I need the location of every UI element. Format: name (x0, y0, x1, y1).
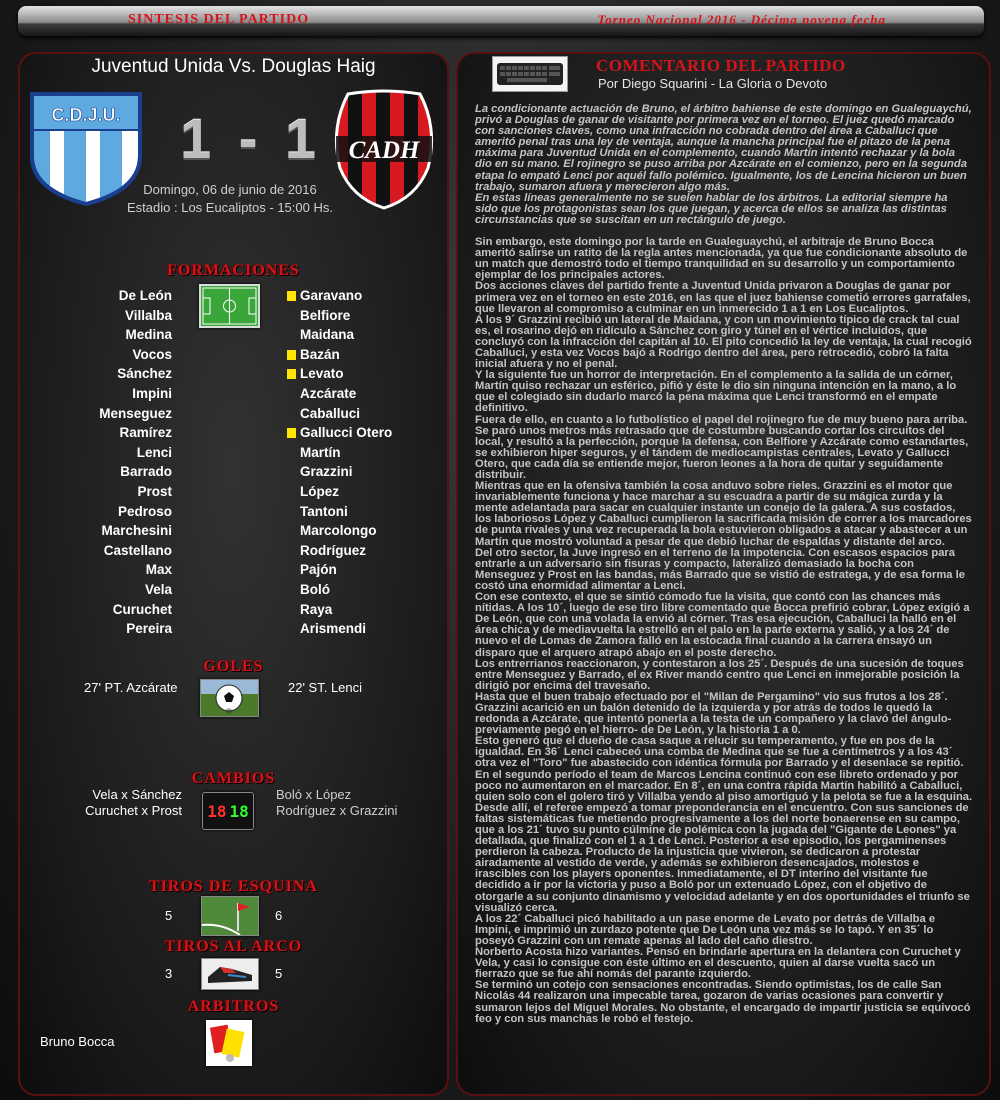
home-player: De León (118, 288, 172, 303)
home-change: Vela x Sánchez (92, 787, 182, 802)
away-player (287, 482, 447, 502)
home-player: Lenci (136, 444, 172, 460)
comment-body (475, 237, 973, 1025)
shots-heading: TIROS AL ARCO (164, 938, 303, 955)
comment-paragraph: Del otro sector, la Juve ingresó en el terreno de la impotencia. Con escasos espacios para entrarle a un adversario sin fisuras y compacto, lateralizó demasiado la bocha con Menseguez y Prost en las bandas, más Barrado que se vistió de estratega, y de esa forma le costó una enormidad alimentar a Lenci. (475, 546, 965, 592)
away-player (287, 521, 447, 541)
away-player-name: Azcárate (300, 385, 357, 401)
comment-paragraph: Dos acciones claves del partido frente a Juventud Unida privaron a Douglas de ganar por primera vez en el torneo en este 2016, en las que el juez bahiense cometió errores garrafales, que llevaron al compromiso a culminar en un inmerecido 1 a 1 en Los Eucaliptos. (475, 280, 971, 315)
board-left-number: 18 (207, 801, 227, 821)
match-date: Domingo, 06 de junio de 2016 (143, 182, 317, 197)
away-player-name: Rodríguez (300, 542, 366, 558)
comment-paragraph: Esto generó que el dueño de casa saque a relucir su temperamento, y fue en pos de la igualdad. En 36´ Lenci cabeceó una comba de Medina que se fue a centímetros y a los 43´ otra vez el "Toro" fue abastecido con idéntica fórmula por Barrado y el desenlace se repitió. (475, 735, 964, 770)
match-title: Juventud Unida Vs. Douglas Haig (91, 56, 376, 77)
comment-paragraph: En el segundo período el team de Marcos Lencina continuó con ese libreto ordenado y por poco no aumentaron en el marcador. En 8´, en una contra rápida Martín habilitó a Caballuci, quien solo con el golero tiró y Villalba yendo al piso amortiguó y la pelota se fue a la esquina. (475, 768, 973, 803)
away-player-name: Gallucci Otero (300, 425, 393, 441)
soccer-ball-icon (200, 679, 259, 717)
referees-heading: ARBITROS (187, 998, 280, 1015)
away-player-name: Martín (300, 444, 341, 460)
away-player (287, 384, 447, 404)
keyboard-icon (492, 56, 568, 92)
home-player: Ramírez (119, 425, 172, 441)
match-commentary-panel (456, 52, 991, 1096)
score: 1 - 1 (180, 107, 323, 170)
comment-paragraph: Y la siguiente fue un horror de interpretación. En el complemento a la salida de un córner, Martín quiso rechazar un esférico, pifió y éste le dio sin ninguna intención en la mano, a lo que el colegiado sin dudarlo marcó la pena máxima que Lenci transformó en el empate definitivo. (475, 369, 957, 415)
away-player-name: Levato (300, 366, 344, 382)
away-player-name: Pajón (300, 562, 337, 578)
away-player (287, 619, 447, 639)
comment-paragraph: A los 9´ Grazzini recibió un lateral de Maidana, y con un movimiento típico de crack tal cual es, el rosarino dejó en ridículo a Sánchez con giro y túnel en el vértice incluidos, que concluyó con la infracción del capitán al 10. El pito concedió la ley de ventaja, la cual recogió Caballuci, y esta vez Vocos bajó a Rodrigo dentro del área, pero retrocedió, cobró la falta inicial afuera y no el penal. (475, 313, 972, 371)
comment-paragraph: Mientras que en la ofensiva también la cosa anduvo sobre rieles. Grazzini es el motor que invariablemente funciona y hace marchar a su escuadra a partir de su mágica zurda y la mente adelantada para sacar en cualquier instante un conejo de la galera. A sus costados, los laboriosos López y Caballuci cumplieron la sacrificada misión de correr a los marcadores de punta rivales y una vez recuperada la bola estuvieron obligados a atacar y abastecer a un Martín que mostró voluntad a pesar de que debió luchar de espaldas y distante del arco. (475, 480, 972, 548)
yellow-card-icon (287, 369, 296, 379)
match-summary-panel (18, 52, 449, 1096)
comment-paragraph: A los 22´ Caballuci picó habilitado a un pase enorme de Levato por detrás de Villalba e Impini, e imprimió un zurdazo potente que De León una vez más se lo tapó. Y en 35´ lo poseyó Grazzini con un remate apenas al lado del caño diestro. (475, 912, 936, 947)
away-player-name: Maidana (300, 327, 355, 343)
away-player-name: Tantoni (300, 503, 348, 519)
away-player-name: Boló (300, 581, 330, 597)
home-player: Impini (132, 385, 172, 401)
away-player (287, 286, 447, 306)
pitch-icon (199, 284, 260, 328)
away-player (287, 600, 447, 620)
home-player: Villalba (124, 307, 172, 323)
referee-cards-icon (206, 1020, 252, 1066)
home-player: Max (145, 562, 172, 578)
home-player: Vela (144, 581, 172, 597)
away-lineup (287, 286, 447, 639)
comment-paragraph: Los entrerrianos reaccionaron, y contestaron a los 25´. Después de una sucesión de toques entre Menseguez y Barrado, el ex River mandó centro que Lenci en inmejorable posición la dirigió por encima del travesaño. (475, 657, 964, 692)
away-player (287, 462, 447, 482)
yellow-card-icon (287, 428, 296, 438)
comment-paragraph: Sin embargo, este domingo por la tarde en Gualeguaychú, el arbitraje de Bruno Bocca ameritó salirse un ratito de la regla antes mencionada, ya que fue condicionante absoluto de un match que demostró todo el tiempo tranquilidad en su desarrollo y un comportamiento ejemplar de los principales actores. (475, 236, 968, 282)
away-player (287, 404, 447, 424)
away-player (287, 443, 447, 463)
home-player: Marchesini (101, 523, 172, 539)
comment-title: COMENTARIO DEL PARTIDO (596, 56, 846, 75)
away-player-name: Belfiore (300, 307, 351, 323)
away-player (287, 364, 447, 384)
goals-heading: GOLES (203, 658, 264, 675)
home-player: Castellano (103, 542, 172, 558)
comment-paragraph: Con ese contexto, el que se sintió cómodo fue la visita, que contó con las chances más nítidas. A los 10´, luego de ese tiro libre comentado que Bocca prefirió cobrar, López exigió a De León, que con una volada la envió al córner. Tras esa ejecución, Caballuci la halló en el área chica y de mediavuelta la estrelló en el palo en la parte externa y salió, y a los 24´ de nuevo el de Lomas de Zamora falló en la estocada final cuando a la carrera ensayó un disparo que el arquero atrapó abajo en el poste derecho. (475, 591, 970, 659)
away-player-name: Arismendi (300, 621, 367, 637)
home-player: Sánchez (117, 366, 172, 382)
yellow-card-icon (287, 291, 296, 301)
away-player-name: Garavano (300, 288, 363, 303)
away-player-name: Bazán (300, 346, 340, 362)
home-crest-text: C.D.J.U. (51, 105, 121, 125)
home-shots: 3 (165, 966, 173, 981)
home-player: Pereira (126, 621, 172, 637)
away-player-name: Marcolongo (300, 523, 377, 539)
referee-name: Bruno Bocca (40, 1034, 115, 1049)
away-goal: 22' ST. Lenci (288, 680, 363, 695)
corner-flag-icon (201, 896, 259, 936)
summary-title: SINTESIS DEL PARTIDO (128, 12, 310, 27)
comment-intro: La condicionante actuación de Bruno, el árbitro bahiense de este domingo en Gualeguaychú, privó a Douglas de ganar de visitante por primera vez en el torneo. El juez quedó marcado con sanciones claves, como una infracción no cobrada dentro del área a Caballuci que ameritó penal tras una ley de ventaja, aunque la mancha principal fue el pitazo de la pena máxima para Juventud Unida en el complemento, cuando Martín intentó rechazar y la bola dio en su mano. El rojinegro se puso arriba por Azcárate en el comienzo, pero en la segunda etapa lo empató Lenci por aquél fallo polémico. Igualmente, los de Lencina hicieron un buen trabajo, sumaron afuera y merecieron algo más. En estas líneas generalmente no se suelen hablar de los árbitros. La editorial siempre ha sido que los protagonistas sean los que juegan, y acerca de ellos se analiza las distintas circunstancias que se suscitan en un rectángulo de juego. (475, 103, 972, 226)
away-player-name: Caballuci (300, 405, 361, 421)
home-player: Menseguez (99, 405, 172, 421)
home-player: Medina (125, 327, 172, 343)
match-stadium: Estadio : Los Eucaliptos - 15:00 Hs. (127, 200, 333, 215)
away-changes (276, 787, 397, 819)
away-player (287, 580, 447, 600)
away-player-name: Raya (300, 601, 333, 617)
away-change: Boló x López (276, 787, 352, 802)
away-player-name: López (300, 483, 339, 499)
away-player (287, 423, 447, 443)
away-player (287, 541, 447, 561)
home-player: Barrado (120, 464, 172, 480)
home-player: Vocos (132, 346, 172, 362)
boot-icon (201, 958, 259, 990)
away-shots: 5 (275, 966, 283, 981)
formations-heading: FORMACIONES (167, 262, 300, 279)
comment-paragraph: Hasta que el buen trabajo efectuado por el "Milan de Pergamino" vio sus frutos a los 28´. Grazzini acarició en un balón detenido de la izquierda y por atrás de todos le quedó la redonda a Azcárate, que intentó ponerla a la testa de un compañero y la clavó del ángulo-previamente pegó en el hierro- de De León, y la historia 1 a 0. (475, 690, 952, 737)
comment-paragraph: Se terminó un cotejo con sensaciones encontradas. Siendo optimistas, los de calle San Nicolás 44 realizaron una impecable tarea, gozaron de varias ocasiones para convertir y sumaron lejos del Miguel Morales. No obstante, el encargado de impartir justicia se equivocó feo y con sus manchas le robó el festejo. (475, 979, 971, 1025)
home-player: Prost (137, 483, 172, 499)
top-bar (18, 6, 984, 36)
changes-heading: CAMBIOS (191, 770, 276, 787)
comment-author: Por Diego Squarini - La Gloria o Devoto (598, 76, 828, 91)
home-change: Curuchet x Prost (85, 803, 182, 818)
home-lineup (22, 286, 172, 639)
home-player: Pedroso (117, 503, 172, 519)
comment-paragraph: Norberto Acosta hizo variantes. Pensó en brindarle apertura en la delantera con Curuchet y Vela, y casi lo consigue con éste último en el descuento, quien al darse vuelta sacó un fierrazo que se fue ahí nomás del parante izquierdo. (475, 946, 961, 981)
yellow-card-icon (287, 350, 296, 360)
home-goal: 27' PT. Azcárate (84, 680, 178, 695)
away-player (287, 345, 447, 365)
board-right-number: 18 (229, 801, 249, 821)
away-change: Rodríguez x Grazzini (276, 803, 398, 818)
substitution-board-icon (202, 792, 254, 830)
away-corners: 6 (275, 908, 283, 923)
comment-paragraph: Fuera de ello, en cuanto a lo futbolístico el papel del rojinegro fue de muy bueno para arriba. Se paró unos metros más retrasado que de costumbre buscando cortar los circuitos del local, y resultó a la perfección, porque la defensa, con Belfiore y Azcárate como estandartes, se exhibieron hiper seguros, y el tándem de mediocampistas centrales, Levato y Gallucci Otero, que cada día se entiende mejor, fueron leones a la hora de quitar y seguidamente distribuir. (475, 413, 969, 481)
away-crest-text: CADH (348, 137, 420, 164)
home-corners: 5 (165, 908, 173, 923)
corners-heading: TIROS DE ESQUINA (149, 878, 318, 895)
home-player: Curuchet (112, 601, 172, 617)
tournament-title: Torneo Nacional 2016 - Décima novena fecha (597, 12, 886, 27)
comment-article (475, 104, 973, 1025)
away-player (287, 306, 447, 326)
away-player (287, 325, 447, 345)
comment-paragraph: Desde allí, el referee empezó a tomar preponderancia en el encuentro. Con sus sanciones de faltas sistemáticas fue metiendo progresivamente a los del norte bonaerense en su campo, que a los 21´ tuvo su punto cúlmine de polémica con la jugada del "Gigante de Leones" ya detallada, que finalizó con el 1 a 1 de Lenci. Posterior a ese episodio, los pergaminenses perdieron la cabeza. Producto de la injusticia que vivieron, se dedicaron a protestar airadamente al vestido de verde, y además se exhibieron desencajados, molestos e irascibles con los players oponentes. Inmediatamente, el DT interino del visitante fue decidido a ir por la victoria y puso a Boló por un extenuado López, con el objetivo de otorgarle a su conjunto dinamismo y velocidad adelante y en dos oportunidades el triunfo se visualizó cerca. (475, 801, 970, 914)
away-player (287, 502, 447, 522)
home-changes (60, 787, 182, 819)
away-player-name: Grazzini (300, 464, 353, 480)
away-player (287, 560, 447, 580)
